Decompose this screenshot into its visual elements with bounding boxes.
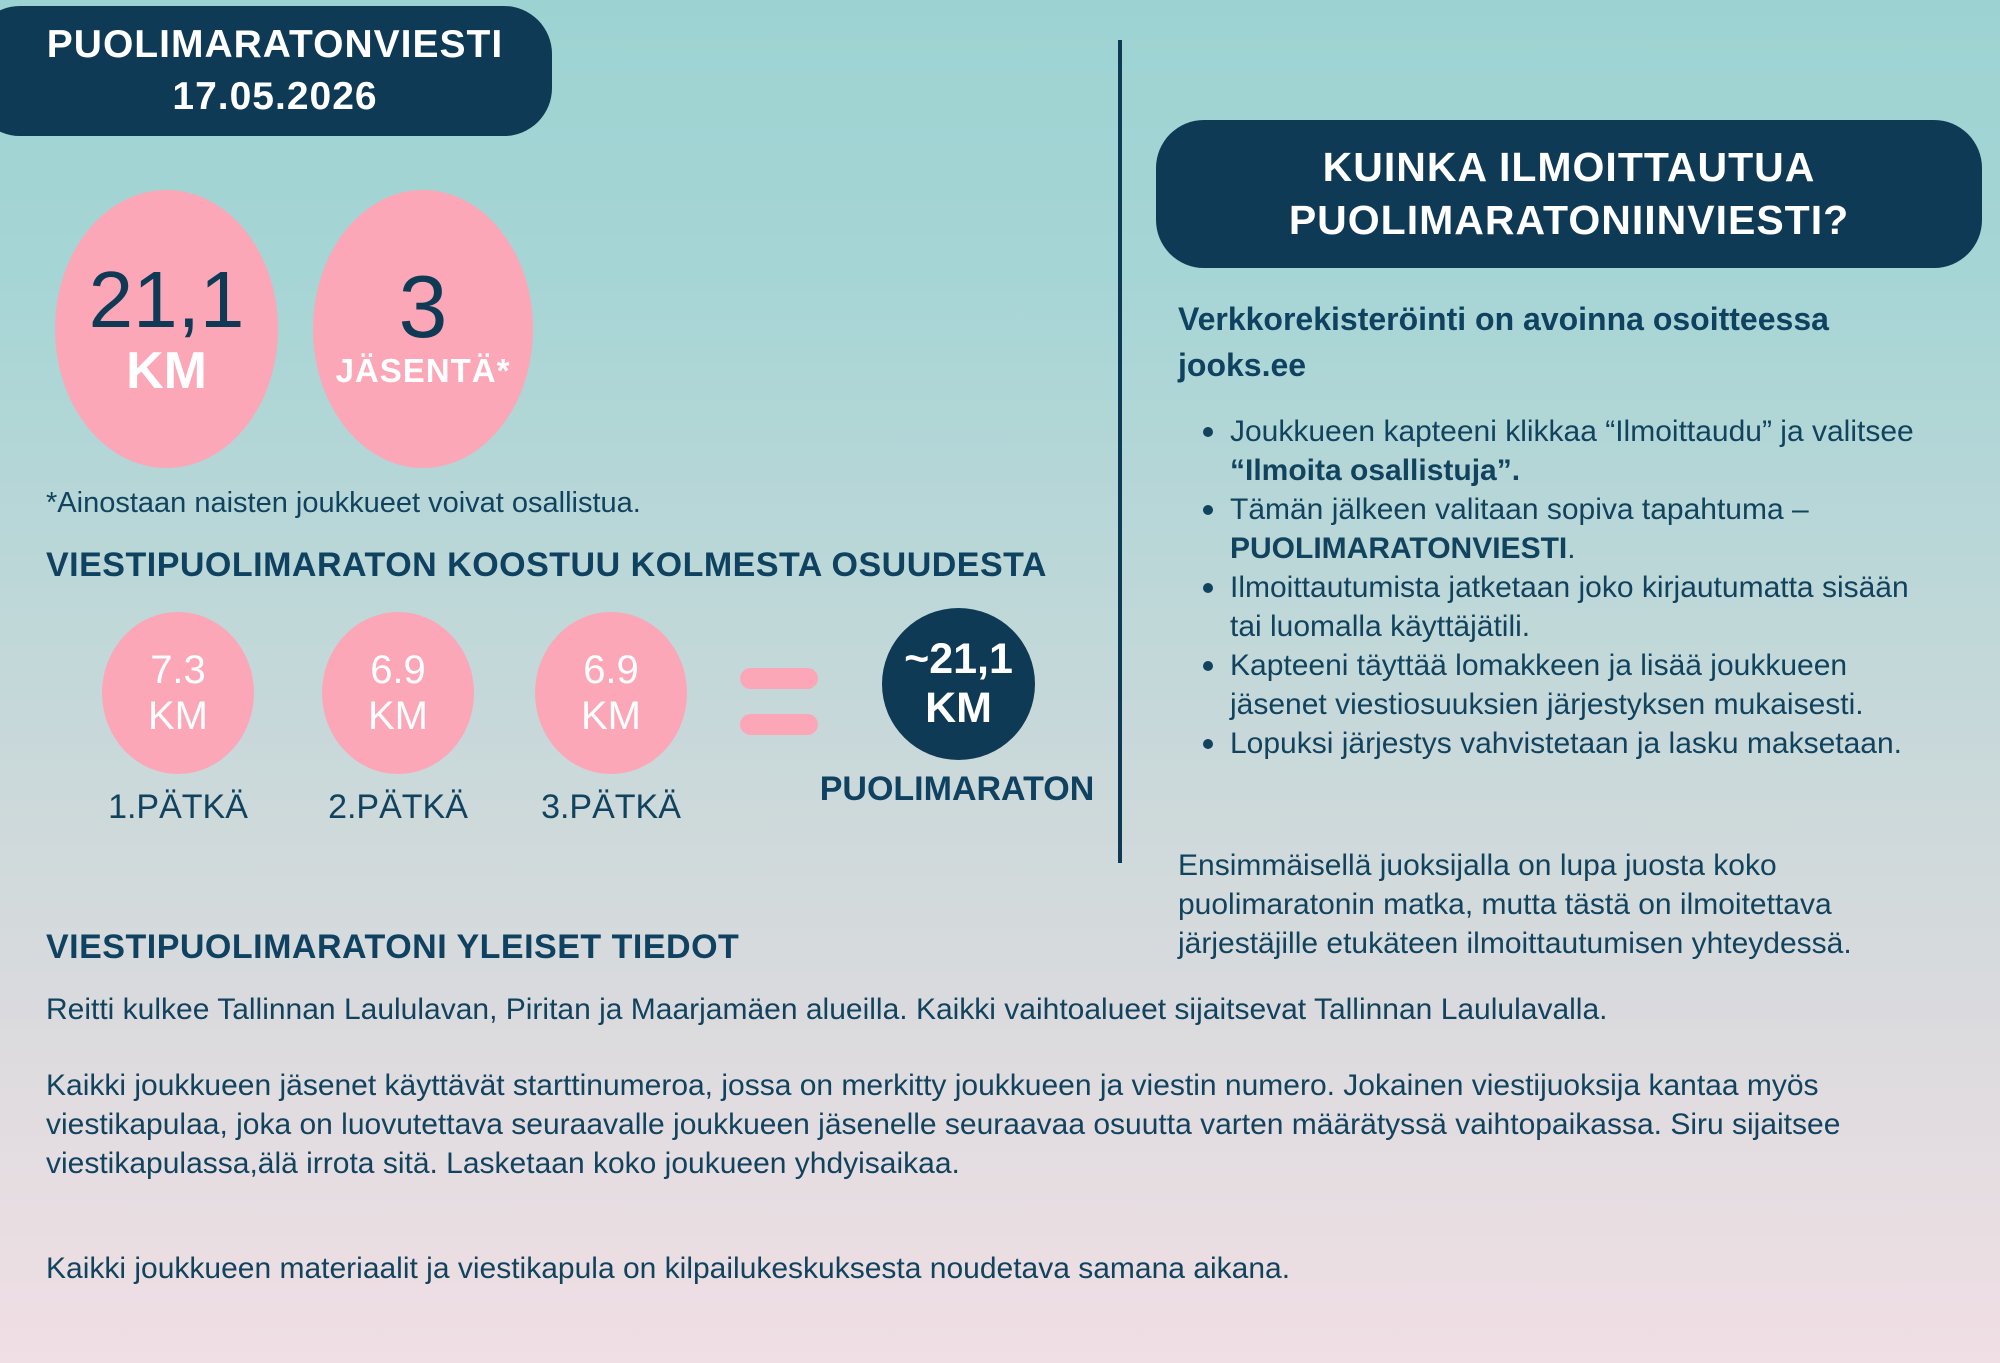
distance-value: 21,1 <box>88 255 245 344</box>
segment-3-unit: KM <box>581 694 641 738</box>
general-info-paragraph: Kaikki joukkueen jäsenet käyttävät starttinumeroa, jossa on merkitty joukkueen ja viestin numero. Jokainen viestijuoksija kantaa myös viestikapulaa, joka on luovutettava seuraavalle joukkueen jäsenelle seuraavaa osuutta varten määrätyssä vaihtopaikassa. Siru sijaitsee viestikapulassa,älä irrota sitä. Lasketaan koko joukueen yhdyisaikaa. <box>46 1069 1841 1180</box>
women-only-footnote: *Ainostaan naisten joukkueet voivat osallistua. <box>46 487 641 519</box>
general-info-paragraphs <box>46 990 1976 1325</box>
segment-1-circle <box>102 612 254 774</box>
segments-heading: VIESTIPUOLIMARATON KOOSTUU KOLMESTA OSUUDESTA <box>46 546 1047 584</box>
step-text-segment: PUOLIMARATONVIESTI <box>1230 532 1568 565</box>
registration-title-badge <box>1156 120 1982 268</box>
equals-bar-top <box>740 668 818 689</box>
segment-3-circle <box>535 612 687 774</box>
members-stat-circle <box>313 190 533 468</box>
registration-intro: Verkkorekisteröinti on avoinna osoitteessa jooks.ee <box>1178 301 1829 383</box>
registration-steps-list <box>1196 412 1930 763</box>
segment-2-unit: KM <box>368 694 428 738</box>
distance-unit: KM <box>126 342 207 400</box>
registration-step <box>1230 724 1930 763</box>
segment-1-unit: KM <box>148 694 208 738</box>
vertical-divider <box>1118 40 1122 863</box>
general-info-paragraph: Reitti kulkee Tallinnan Laululavan, Piritan ja Maarjamäen alueilla. Kaikki vaihtoalueet sijaitsevat Tallinnan Laululavalla. <box>46 993 1608 1026</box>
total-distance-label: PUOLIMARATON <box>819 770 1095 808</box>
registration-title-line1: KUINKA ILMOITTAUTUA <box>1322 144 1816 190</box>
step-text-segment: . <box>1567 532 1576 565</box>
total-distance-unit: KM <box>925 684 992 732</box>
event-title: PUOLIMARATONVIESTI <box>46 23 504 66</box>
segment-3-distance: 6.9 <box>583 648 639 692</box>
step-text-segment: “Ilmoita osallistuja”. <box>1230 454 1521 487</box>
total-distance-value: ~21,1 <box>904 635 1013 683</box>
registration-step <box>1230 490 1930 568</box>
members-unit: JÄSENTÄ* <box>335 352 511 389</box>
distance-stat-circle <box>55 190 278 468</box>
segment-2-circle <box>322 612 474 774</box>
segment-1-label: 1.PÄTKÄ <box>108 788 248 826</box>
step-text-segment: Ilmoittautumista jatketaan joko kirjautumatta sisään tai luomalla käyttäjätili. <box>1230 571 1909 643</box>
equals-bar-bottom <box>740 714 818 735</box>
event-date: 17.05.2026 <box>172 75 378 118</box>
registration-title-line2: PUOLIMARATONIINVIESTI? <box>1288 197 1850 243</box>
registration-step <box>1230 412 1930 490</box>
step-text-segment: Lopuksi järjestys vahvistetaan ja lasku maksetaan. <box>1230 727 1903 760</box>
segment-1-distance: 7.3 <box>150 648 206 692</box>
registration-step <box>1230 646 1930 724</box>
segment-2-distance: 6.9 <box>370 648 426 692</box>
members-value: 3 <box>398 257 448 356</box>
first-runner-note: Ensimmäisellä juoksijalla on lupa juosta koko puolimaratonin matka, mutta tästä on ilmoitettava järjestäjille etukäteen ilmoittautumisen yhteydessä. <box>1178 849 1852 960</box>
step-text-segment: Joukkueen kapteeni klikkaa “Ilmoittaudu” ja valitsee <box>1230 415 1914 448</box>
step-text-segment: Tämän jälkeen valitaan sopiva tapahtuma – <box>1230 493 1809 526</box>
general-info-paragraph: Kaikki joukkueen materiaalit ja viestikapula on kilpailukeskuksesta noudetava samana aikana. <box>46 1252 1291 1285</box>
segment-3-label: 3.PÄTKÄ <box>541 788 681 826</box>
general-info-heading: VIESTIPUOLIMARATONI YLEISET TIEDOT <box>46 928 740 966</box>
segment-2-label: 2.PÄTKÄ <box>328 788 468 826</box>
step-text-segment: Kapteeni täyttää lomakkeen ja lisää joukkueen jäsenet viestiosuuksien järjestyksen mukaisesti. <box>1230 649 1864 721</box>
total-distance-circle <box>882 608 1035 760</box>
event-title-badge <box>0 6 552 136</box>
registration-step <box>1230 568 1930 646</box>
